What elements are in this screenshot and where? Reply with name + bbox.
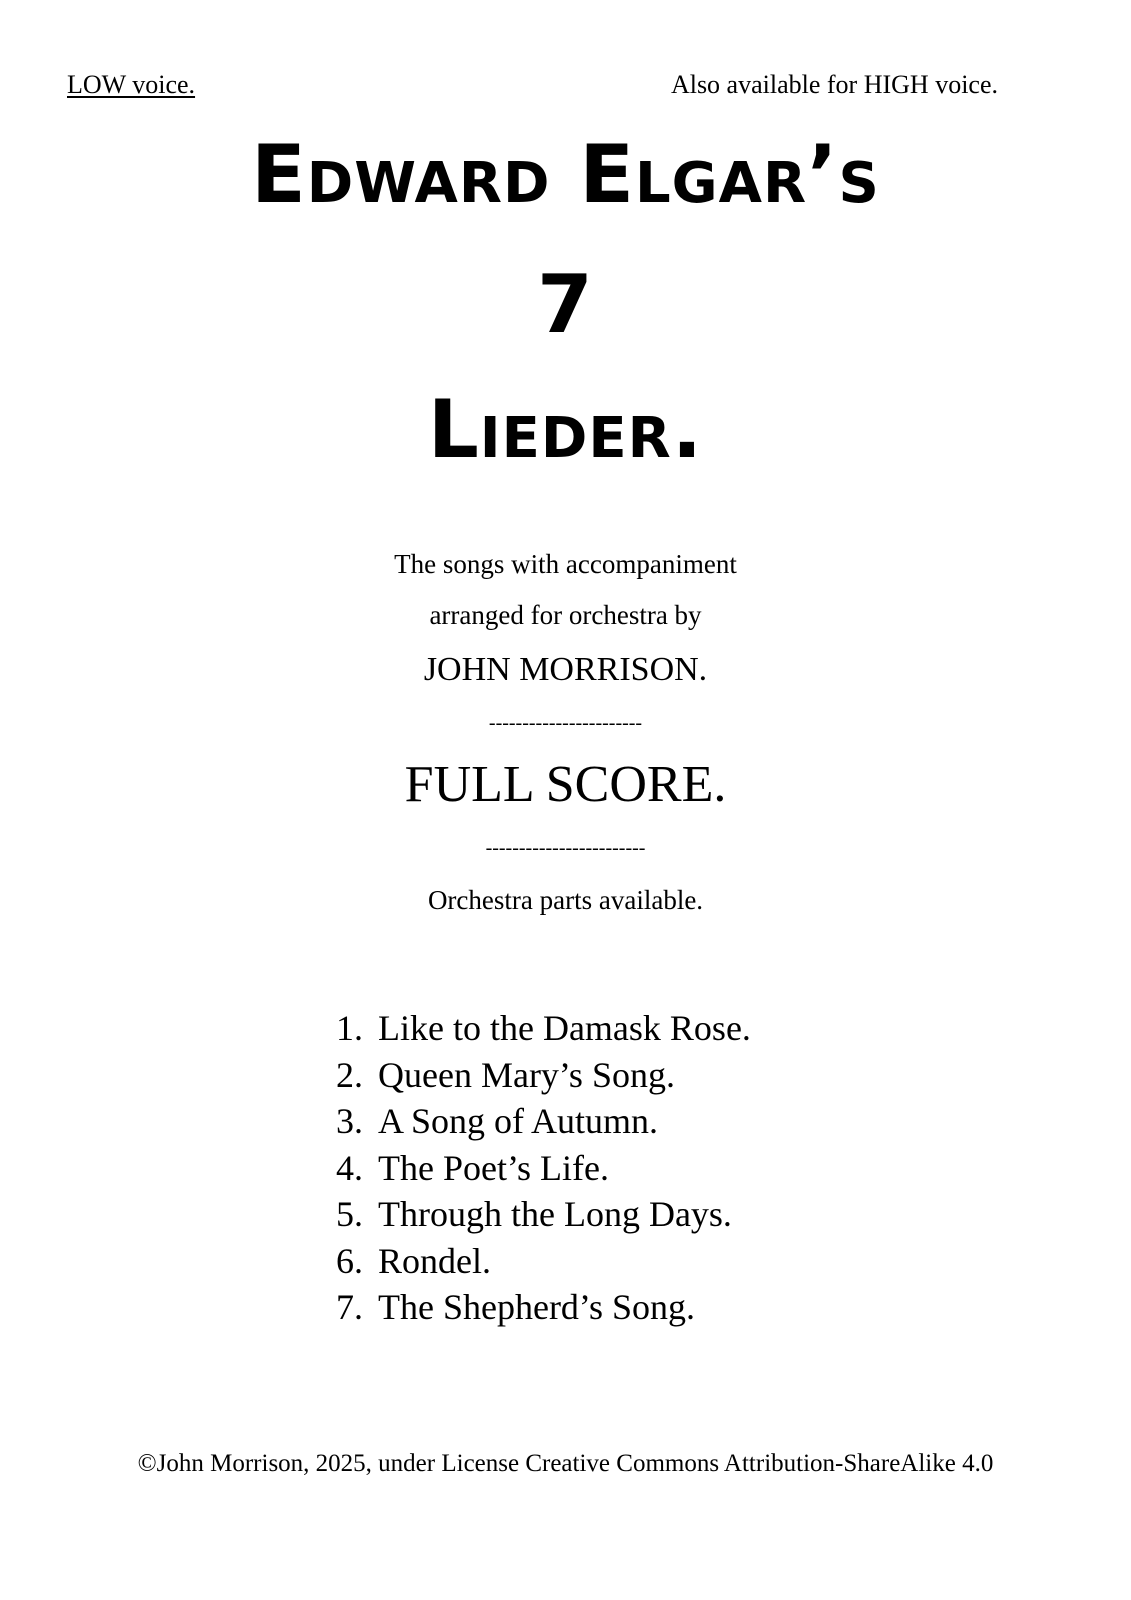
divider-bottom: ------------------------: [485, 837, 646, 859]
song-number: 5.: [336, 1194, 363, 1234]
full-score-heading: FULL SCORE.: [404, 756, 727, 813]
parts-available-note: Orchestra parts available.: [427, 885, 704, 915]
song-number: 3.: [336, 1101, 363, 1141]
song-number: 2.: [336, 1054, 363, 1095]
song-title: Through the Long Days.: [378, 1194, 732, 1234]
song-item: [336, 1052, 751, 1099]
title-number: 7: [537, 258, 594, 351]
song-item: [336, 1098, 751, 1145]
title-lieder: Lieder.: [427, 383, 704, 476]
high-voice-note: Also available for HIGH voice.: [670, 70, 998, 99]
song-item: [336, 1191, 751, 1238]
song-number: 7.: [336, 1287, 363, 1327]
song-item: [336, 1238, 751, 1285]
song-item: [336, 1145, 751, 1192]
divider-top: -----------------------: [488, 712, 643, 734]
low-voice-label: LOW voice.: [67, 70, 196, 99]
arranger-name: JOHN MORRISON.: [423, 651, 708, 688]
song-title: Rondel.: [378, 1240, 491, 1281]
song-item: [336, 1284, 751, 1331]
song-number: 4.: [336, 1147, 363, 1188]
song-title: A Song of Autumn.: [378, 1101, 659, 1141]
song-list: [336, 1005, 751, 1331]
title-composer: Edward Elgar’s: [251, 128, 880, 221]
song-title: Queen Mary’s Song.: [378, 1054, 675, 1095]
song-item: [336, 1005, 751, 1052]
subtitle-line-2: arranged for orchestra by: [429, 600, 702, 630]
song-title: Like to the Damask Rose.: [378, 1008, 751, 1048]
song-title: The Shepherd’s Song.: [378, 1287, 695, 1327]
subtitle-line-1: The songs with accompaniment: [394, 549, 737, 579]
copyright-notice: ©John Morrison, 2025, under License Creative Commons Attribution-ShareAlike 4.0: [137, 1450, 994, 1477]
song-title: The Poet’s Life.: [378, 1147, 609, 1188]
song-number: 6.: [336, 1240, 363, 1281]
song-number: 1.: [336, 1008, 363, 1048]
